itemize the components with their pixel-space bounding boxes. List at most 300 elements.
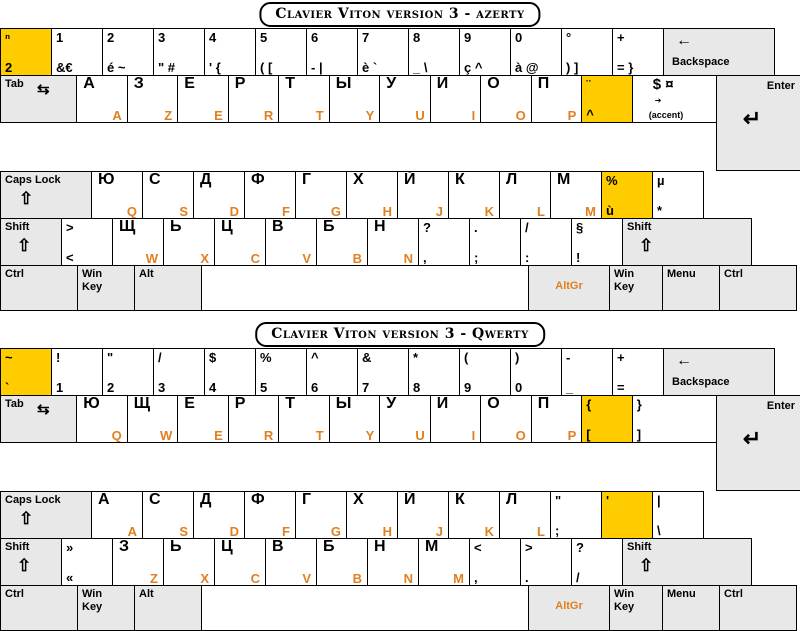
key-top-glyph: / — [158, 350, 162, 365]
key-menu[interactable] — [662, 265, 720, 311]
key-label: Win — [614, 588, 635, 600]
key-top-glyph: > — [66, 220, 74, 235]
key-v[interactable] — [265, 218, 317, 266]
key-bottom-glyph: « — [66, 570, 74, 585]
key-sym[interactable] — [510, 28, 562, 76]
key-label: Win — [614, 268, 635, 280]
cyrillic-glyph: П — [537, 395, 550, 412]
key-sym[interactable] — [306, 28, 358, 76]
qwerty-title: Clavier Viton version 3 - Qwerty — [255, 322, 545, 347]
latin-glyph: Y — [365, 428, 375, 443]
key-r[interactable] — [228, 395, 280, 443]
key-bottom-glyph: ( [ — [260, 60, 273, 75]
key-row-caps-row — [0, 491, 800, 538]
key-sym[interactable] — [0, 348, 52, 396]
key-row-ctrl-row — [0, 585, 800, 630]
key-sym[interactable] — [571, 218, 623, 266]
key-bottom-glyph: 2 — [107, 380, 115, 395]
key-sym[interactable] — [561, 348, 613, 396]
key-label: Caps Lock — [5, 174, 61, 186]
key-n[interactable] — [367, 218, 419, 266]
cyrillic-glyph: Ф — [251, 491, 265, 508]
key-sym[interactable] — [469, 538, 521, 586]
cyrillic-glyph: Щ — [119, 218, 136, 235]
key-sym[interactable] — [102, 28, 154, 76]
cyrillic-glyph: Д — [200, 171, 212, 188]
key-top-glyph: 4 — [209, 30, 217, 45]
key-sym[interactable] — [459, 28, 511, 76]
key-bottom-glyph: * — [657, 203, 663, 218]
latin-glyph: Q — [126, 204, 137, 219]
latin-glyph: F — [282, 204, 290, 219]
cyrillic-glyph: Щ — [133, 395, 151, 412]
key-sym[interactable] — [581, 75, 633, 123]
accent-note: (accent) — [648, 110, 684, 120]
cyrillic-glyph: Ю — [98, 171, 115, 188]
key-shift[interactable] — [622, 218, 752, 266]
latin-glyph: E — [214, 428, 223, 443]
key-bottom-glyph: ! — [576, 250, 581, 265]
key-row-shift-row — [0, 218, 800, 265]
key-top-glyph: 6 — [311, 30, 319, 45]
key-top-glyph: 8 — [413, 30, 421, 45]
key-sym[interactable] — [61, 218, 113, 266]
key-label: Backspace — [672, 376, 730, 388]
key-u[interactable] — [379, 395, 431, 443]
key-sym[interactable] — [153, 28, 205, 76]
key-i[interactable] — [430, 395, 482, 443]
key-backspace[interactable] — [663, 348, 775, 396]
key-top-glyph: ' — [606, 493, 610, 508]
key-bottom-glyph: < — [66, 250, 74, 265]
latin-glyph: J — [435, 204, 443, 219]
key-z[interactable] — [112, 538, 164, 586]
cyrillic-glyph: М — [425, 538, 439, 555]
latin-glyph: P — [567, 108, 577, 123]
key-bottom-glyph: 1 — [56, 380, 64, 395]
key-sym[interactable] — [204, 28, 256, 76]
shift-arrow-icon: ⇧ — [639, 236, 654, 255]
key-top-glyph: " — [107, 350, 114, 365]
key-label: Menu — [667, 588, 696, 600]
key-e[interactable] — [177, 395, 229, 443]
key-top-glyph: » — [66, 540, 74, 555]
key-s[interactable] — [142, 171, 194, 219]
key-top-glyph: 0 — [515, 30, 523, 45]
cyrillic-glyph: С — [149, 171, 161, 188]
key-bottom-glyph: ` — [5, 380, 10, 395]
key-tab[interactable] — [0, 75, 77, 123]
latin-glyph: E — [214, 108, 223, 123]
key-shift[interactable] — [0, 538, 62, 586]
key-sym[interactable] — [61, 538, 113, 586]
latin-glyph: D — [229, 524, 239, 539]
key-label: Ctrl — [5, 588, 24, 600]
key-sym[interactable] — [255, 348, 307, 396]
key-top-glyph: 2 — [107, 30, 115, 45]
key-top-glyph: " — [555, 493, 562, 508]
key-sym[interactable] — [102, 348, 154, 396]
key-menu[interactable] — [662, 585, 720, 631]
key-s[interactable] — [142, 491, 194, 539]
key[interactable] — [201, 585, 529, 631]
latin-glyph: U — [415, 428, 425, 443]
key-tab[interactable] — [0, 395, 77, 443]
key-bottom-glyph: \ — [657, 523, 661, 538]
key-x[interactable] — [163, 538, 215, 586]
cyrillic-glyph: Ь — [170, 538, 182, 555]
key-win[interactable] — [609, 265, 663, 311]
latin-glyph: R — [263, 108, 274, 123]
key-sym[interactable] — [357, 28, 409, 76]
key-sym[interactable] — [520, 218, 572, 266]
key-sym[interactable] — [612, 348, 664, 396]
enter-arrow-icon: ↵ — [742, 426, 762, 451]
key-sym[interactable] — [469, 218, 521, 266]
key-top-glyph: + — [617, 30, 625, 45]
latin-glyph: N — [403, 571, 413, 586]
key-sym[interactable] — [652, 491, 704, 539]
key-label-second: Key — [614, 601, 635, 613]
key-bottom-glyph: 8 — [413, 380, 421, 395]
key-f[interactable] — [244, 491, 296, 539]
key-sym[interactable] — [612, 28, 664, 76]
key-label: Enter — [766, 80, 796, 92]
cyrillic-glyph: Л — [506, 491, 518, 508]
key-u[interactable] — [379, 75, 431, 123]
key-g[interactable] — [295, 171, 347, 219]
key-caps-lock[interactable] — [0, 171, 92, 219]
cyrillic-glyph: В — [272, 218, 284, 235]
cyrillic-glyph: Ф — [251, 171, 265, 188]
latin-glyph: N — [403, 251, 413, 266]
key-sym[interactable] — [418, 218, 470, 266]
key-o[interactable] — [480, 75, 532, 123]
key-j[interactable] — [397, 491, 449, 539]
left-arrow-icon: ← — [676, 352, 692, 369]
key-bottom-glyph: : — [525, 250, 530, 265]
key-q[interactable] — [91, 171, 143, 219]
key-top-glyph: + — [617, 350, 625, 365]
key-bottom-glyph: , — [423, 250, 427, 265]
latin-glyph: R — [263, 428, 274, 443]
key-top-glyph: 5 — [260, 30, 268, 45]
key-sym[interactable] — [255, 28, 307, 76]
key-c[interactable] — [214, 218, 266, 266]
key-t[interactable] — [278, 75, 330, 123]
key-q[interactable] — [76, 395, 128, 443]
key-top-glyph: * — [413, 350, 419, 365]
key-v[interactable] — [265, 538, 317, 586]
key-sym[interactable] — [550, 491, 602, 539]
key-label: Shift — [5, 221, 30, 233]
cyrillic-glyph: Г — [302, 491, 312, 508]
key-sym[interactable] — [581, 395, 633, 443]
key-top-glyph: % — [606, 173, 618, 188]
key-k[interactable] — [448, 171, 500, 219]
key-win[interactable] — [609, 585, 663, 631]
key-top-glyph: § — [576, 220, 584, 235]
key-sym[interactable] — [51, 28, 103, 76]
key-label: Win — [82, 268, 103, 280]
key-e[interactable] — [177, 75, 229, 123]
cyrillic-glyph: К — [455, 491, 465, 508]
cyrillic-glyph: У — [386, 75, 397, 92]
key-label: Backspace — [672, 56, 730, 68]
latin-glyph: K — [484, 204, 494, 219]
key-b[interactable] — [316, 538, 368, 586]
key-bottom-glyph: ' { — [209, 60, 221, 75]
key-label: Alt — [139, 268, 154, 280]
key-top-glyph: ( — [464, 350, 469, 365]
cyrillic-glyph: З — [119, 538, 130, 555]
key-sym[interactable] — [51, 348, 103, 396]
key-t[interactable] — [278, 395, 330, 443]
key-label: Caps Lock — [5, 494, 61, 506]
keyboard-azerty — [0, 0, 800, 310]
cyrillic-glyph: A — [83, 75, 95, 92]
key-bottom-glyph: , — [474, 570, 478, 585]
key-l[interactable] — [499, 171, 551, 219]
key-top-glyph: ! — [56, 350, 61, 365]
key-enter[interactable] — [716, 75, 800, 171]
key-p[interactable] — [531, 75, 583, 123]
key-w[interactable] — [127, 395, 179, 443]
latin-glyph: S — [179, 524, 188, 539]
latin-glyph: O — [515, 428, 526, 443]
key-p[interactable] — [531, 395, 583, 443]
key-win[interactable] — [77, 265, 135, 311]
key-ctrl[interactable] — [719, 585, 797, 631]
key-bottom-glyph: ] — [636, 427, 642, 442]
latin-glyph: J — [435, 524, 443, 539]
key-caps-lock[interactable] — [0, 491, 92, 539]
key-ctrl[interactable] — [0, 265, 78, 311]
key-shift[interactable] — [622, 538, 752, 586]
cyrillic-glyph: Б — [323, 538, 335, 555]
key-l[interactable] — [499, 491, 551, 539]
key-sym[interactable] — [571, 538, 623, 586]
key-z[interactable] — [127, 75, 179, 123]
key-a[interactable] — [91, 491, 143, 539]
cyrillic-glyph: В — [272, 538, 284, 555]
keyboard-qwerty — [0, 320, 800, 630]
key-sym[interactable] — [0, 28, 52, 76]
key-sym[interactable] — [357, 348, 409, 396]
latin-glyph: C — [250, 571, 260, 586]
key-y[interactable] — [329, 395, 381, 443]
key-top-glyph: { — [586, 397, 592, 412]
key-label: Shift — [627, 541, 652, 553]
key-sym[interactable] — [408, 28, 460, 76]
key-top-glyph: ? — [423, 220, 431, 235]
key-bottom-glyph: 9 — [464, 380, 472, 395]
latin-glyph: H — [382, 204, 392, 219]
latin-glyph: K — [484, 524, 494, 539]
cyrillic-glyph: О — [487, 75, 500, 92]
cyrillic-glyph: П — [537, 75, 550, 92]
cyrillic-glyph: Р — [234, 75, 246, 92]
latin-glyph: T — [315, 428, 324, 443]
key-label: Enter — [766, 400, 796, 412]
key-sym[interactable] — [601, 171, 653, 219]
cyrillic-glyph: Е — [184, 395, 195, 412]
key[interactable] — [201, 265, 529, 311]
latin-glyph: M — [585, 204, 596, 219]
key-top-glyph: 3 — [158, 30, 166, 45]
key-ctrl[interactable] — [0, 585, 78, 631]
key-top-glyph: µ — [657, 173, 665, 188]
key-bottom-glyph: &€ — [56, 60, 73, 75]
key-bottom-glyph: 0 — [515, 380, 523, 395]
key-row-ctrl-row — [0, 265, 800, 310]
key-b[interactable] — [316, 218, 368, 266]
key-sym[interactable] — [632, 395, 717, 443]
latin-glyph: H — [382, 524, 392, 539]
key-top-glyph: 7 — [362, 30, 370, 45]
key-row-tab-row — [0, 75, 800, 171]
key-label: AltGr — [555, 600, 583, 612]
key-sym[interactable] — [459, 348, 511, 396]
key-sym[interactable] — [408, 348, 460, 396]
key-d[interactable] — [193, 491, 245, 539]
key-row-caps-row — [0, 171, 800, 218]
key-top-glyph: | — [657, 493, 661, 508]
key-sym[interactable] — [204, 348, 256, 396]
latin-glyph: Z — [150, 571, 158, 586]
tab-arrows-icon: ⇆ — [37, 401, 50, 418]
key-r[interactable] — [228, 75, 280, 123]
key-top-glyph: % — [260, 350, 272, 365]
latin-glyph: S — [179, 204, 188, 219]
key-bottom-glyph: - | — [311, 60, 323, 75]
key-sym[interactable] — [652, 171, 704, 219]
key-backspace[interactable] — [663, 28, 775, 76]
key-top-glyph: $ — [209, 350, 217, 365]
key-label-second: Key — [614, 281, 635, 293]
key-bottom-glyph: ç ^ — [464, 60, 483, 75]
key-n[interactable] — [367, 538, 419, 586]
latin-glyph: I — [471, 428, 476, 443]
cyrillic-glyph: Р — [234, 395, 246, 412]
latin-glyph: L — [537, 524, 545, 539]
key-y[interactable] — [329, 75, 381, 123]
key-sym[interactable] — [520, 538, 572, 586]
latin-glyph: V — [302, 251, 311, 266]
key-altgr[interactable] — [528, 265, 610, 311]
cyrillic-glyph: О — [487, 395, 500, 412]
enter-arrow-icon: ↵ — [742, 106, 762, 131]
cyrillic-glyph: М — [557, 171, 571, 188]
key-label: Tab — [5, 398, 24, 410]
key-c[interactable] — [214, 538, 266, 586]
cyrillic-glyph: З — [133, 75, 144, 92]
key-bottom-glyph: ^ — [586, 107, 594, 122]
key-row-number-row — [0, 28, 800, 75]
key-bottom-glyph: = } — [617, 60, 634, 75]
key-k[interactable] — [448, 491, 500, 539]
key-bottom-glyph: é ~ — [107, 60, 126, 75]
key-g[interactable] — [295, 491, 347, 539]
key-h[interactable] — [346, 171, 398, 219]
cyrillic-glyph: Н — [374, 538, 386, 555]
key-f[interactable] — [244, 171, 296, 219]
cyrillic-glyph: Ю — [83, 395, 100, 412]
latin-glyph: X — [200, 571, 209, 586]
key-sym[interactable] — [601, 491, 653, 539]
shift-arrow-icon: ⇧ — [639, 556, 654, 575]
key-enter[interactable] — [716, 395, 800, 491]
key-top-glyph: . — [474, 220, 478, 235]
shift-arrow-icon: ⇧ — [17, 236, 32, 255]
latin-glyph: W — [159, 428, 173, 443]
key-top-glyph: ~ — [5, 350, 13, 365]
key-a[interactable] — [76, 75, 128, 123]
key-label-second: Key — [82, 281, 103, 293]
key-x[interactable] — [163, 218, 215, 266]
latin-glyph: Y — [365, 108, 375, 123]
tab-arrows-icon: ⇆ — [37, 81, 50, 98]
key-h[interactable] — [346, 491, 398, 539]
key-bottom-glyph: _ — [566, 380, 574, 395]
key-row-shift-row — [0, 538, 800, 585]
latin-glyph: I — [471, 108, 476, 123]
key-top-glyph: < — [474, 540, 482, 555]
latin-glyph: F — [282, 524, 290, 539]
shift-arrow-icon: ⇧ — [17, 556, 32, 575]
key-alt[interactable] — [134, 265, 202, 311]
key-o[interactable] — [480, 395, 532, 443]
cyrillic-glyph: Т — [285, 395, 296, 412]
latin-glyph: G — [330, 524, 341, 539]
key-alt[interactable] — [134, 585, 202, 631]
key-sym[interactable] — [632, 75, 717, 123]
key-bottom-glyph: . — [525, 570, 529, 585]
key-label: Ctrl — [724, 588, 743, 600]
key-ctrl[interactable] — [719, 265, 797, 311]
key-bottom-glyph: 7 — [362, 380, 370, 395]
key-bottom-glyph: 5 — [260, 380, 268, 395]
key-j[interactable] — [397, 171, 449, 219]
cyrillic-glyph: Ы — [335, 75, 352, 92]
cyrillic-glyph: Б — [323, 218, 335, 235]
key-m[interactable] — [418, 538, 470, 586]
key-sym[interactable] — [561, 28, 613, 76]
key-sym[interactable] — [510, 348, 562, 396]
key-w[interactable] — [112, 218, 164, 266]
key-top-glyph: $ ¤ — [652, 76, 674, 93]
key-d[interactable] — [193, 171, 245, 219]
key-top-glyph: ⁿ — [5, 30, 11, 45]
key-sym[interactable] — [153, 348, 205, 396]
latin-glyph: T — [315, 108, 324, 123]
key-altgr[interactable] — [528, 585, 610, 631]
key-win[interactable] — [77, 585, 135, 631]
key-bottom-glyph: à @ — [515, 60, 539, 75]
key-i[interactable] — [430, 75, 482, 123]
key-shift[interactable] — [0, 218, 62, 266]
key-bottom-glyph: 3 — [158, 380, 166, 395]
cyrillic-glyph: Д — [200, 491, 212, 508]
latin-glyph: C — [250, 251, 260, 266]
cyrillic-glyph: Ь — [170, 218, 182, 235]
cyrillic-glyph: Х — [353, 171, 364, 188]
azerty-rows — [0, 28, 800, 310]
key-m[interactable] — [550, 171, 602, 219]
key-label: Shift — [5, 541, 30, 553]
cyrillic-glyph: Е — [184, 75, 195, 92]
key-sym[interactable] — [306, 348, 358, 396]
